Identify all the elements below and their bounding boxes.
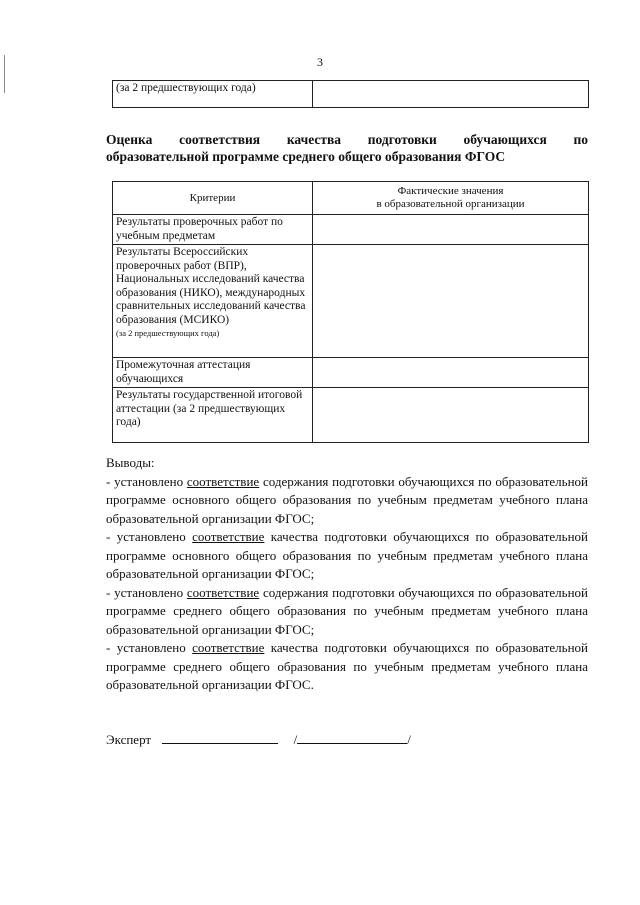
heading-line-2: образовательной программе среднего общего образования ФГОС bbox=[106, 149, 506, 164]
criterion-cell bbox=[113, 245, 313, 358]
value-cell bbox=[313, 358, 589, 388]
table-header-row bbox=[113, 182, 589, 215]
value-cell bbox=[313, 245, 589, 358]
criterion-note: (за 2 предшествующих года) bbox=[116, 328, 220, 338]
table-cell: (за 2 предшествующих года) bbox=[113, 81, 313, 108]
table-cell bbox=[313, 81, 589, 108]
conclusion-item bbox=[106, 639, 588, 695]
table-row bbox=[113, 245, 589, 358]
slash-close: / bbox=[407, 732, 411, 747]
conclusion-text: качества подготовки обучающихся по образовательной программе среднего общего образования по учебным предметам учебного плана образовательной организации ФГОС. bbox=[106, 640, 589, 692]
conclusion-keyword: соответствие bbox=[186, 584, 260, 600]
slash-open: / bbox=[293, 732, 298, 747]
table-row bbox=[113, 81, 589, 108]
conclusion-keyword: соответствие bbox=[192, 640, 265, 655]
conclusions-section bbox=[106, 454, 588, 695]
value-cell bbox=[313, 215, 589, 245]
criteria-table bbox=[112, 181, 589, 443]
criterion-text: Результаты Всероссийских проверочных работ (ВПР), Национальных исследований качества образования (НИКО), международных сравнительных исследований качества образования (МСИКО) bbox=[116, 246, 306, 326]
conclusion-text: содержания подготовки обучающихся по образовательной программе среднего общего образования по учебным предметам учебного плана образовательной организации ФГОС; bbox=[106, 584, 589, 637]
signature-label: Эксперт bbox=[106, 732, 152, 747]
header-values-line-1: Фактические значения bbox=[397, 185, 504, 197]
header-values bbox=[313, 182, 589, 215]
heading-line-1: Оценка соответствия качества подготовки обучающихся по bbox=[106, 132, 588, 147]
conclusion-item bbox=[106, 584, 588, 640]
conclusions-title: Выводы: bbox=[106, 455, 155, 470]
header-criteria: Критерии bbox=[113, 182, 313, 215]
conclusion-prefix: - установлено bbox=[106, 473, 184, 489]
section-heading bbox=[106, 131, 588, 165]
conclusion-prefix: - установлено bbox=[106, 584, 184, 600]
signature-blank[interactable] bbox=[162, 732, 278, 744]
conclusion-keyword: соответствие bbox=[186, 473, 260, 489]
conclusion-text: содержания подготовки обучающихся по образовательной программе основного общего образования по учебным предметам учебного плана образовательной организации ФГОС; bbox=[106, 473, 589, 526]
page-number: 3 bbox=[317, 55, 323, 69]
signature-line bbox=[106, 732, 411, 748]
criterion-cell: Промежуточная аттестация обучающихся bbox=[113, 358, 313, 388]
conclusion-prefix: - установлено bbox=[106, 640, 186, 655]
header-values-line-2: в образовательной организации bbox=[376, 197, 525, 210]
table-row bbox=[113, 388, 589, 443]
top-table-fragment bbox=[112, 80, 589, 108]
criterion-cell: Результаты государственной итоговой аттестации (за 2 предшествующих года) bbox=[113, 388, 313, 443]
conclusion-keyword: соответствие bbox=[192, 529, 265, 544]
name-blank[interactable] bbox=[297, 732, 407, 744]
conclusion-text: качества подготовки обучающихся по образовательной программе основного общего образования по учебным предметам учебного плана образовательной организации ФГОС; bbox=[106, 529, 589, 581]
conclusion-item bbox=[106, 528, 588, 584]
value-cell bbox=[313, 388, 589, 443]
conclusion-item bbox=[106, 473, 588, 529]
table-row bbox=[113, 215, 589, 245]
criterion-cell: Результаты проверочных работ по учебным предметам bbox=[113, 215, 313, 245]
conclusion-prefix: - установлено bbox=[106, 529, 186, 544]
table-row bbox=[113, 358, 589, 388]
